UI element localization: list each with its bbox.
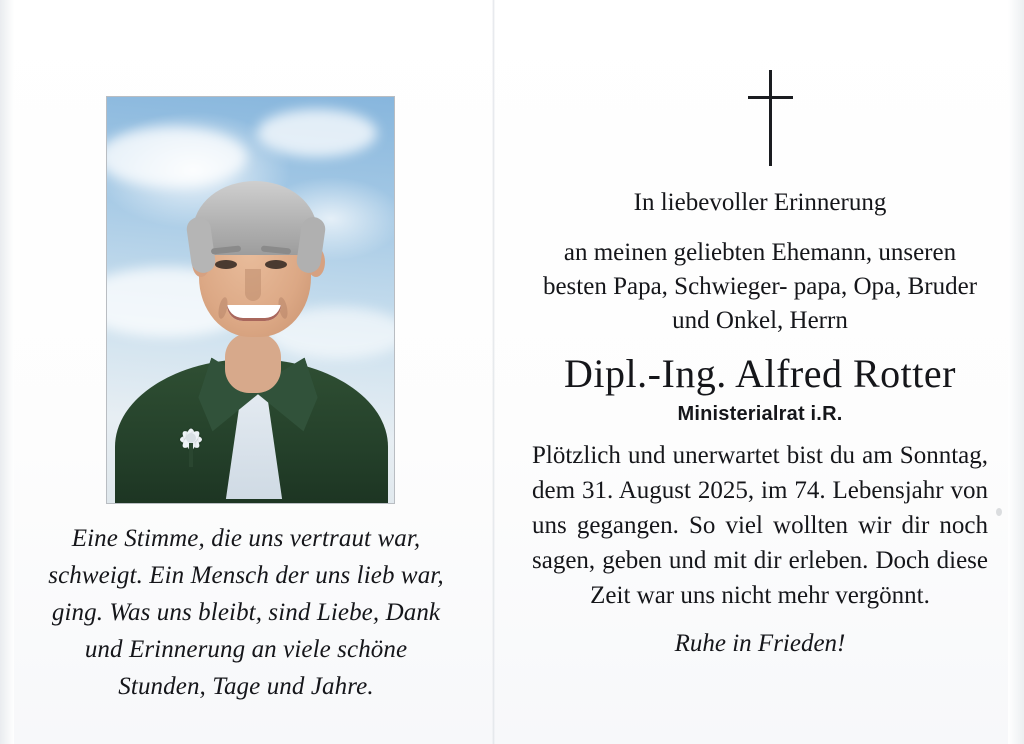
memorial-body: Plötzlich und unerwartet bist du am Sonntag, dem 31. August 2025, im 74. Lebensjahr von uns gegangen. So viel wollten wir dir noch sagen, geben und mit dir erleben. Doch diese Zeit war uns nicht mehr vergönnt. (532, 442, 988, 609)
memorial-dedication: an meinen geliebten Ehemann, unseren besten Papa, Schwieger- papa, Opa, Bruder und Onkel, Herrn (542, 239, 978, 334)
eye-left (215, 260, 237, 269)
paper-speck (996, 508, 1002, 516)
memorial-closing: Ruhe in Frieden! (674, 630, 846, 657)
memorial-verse: Eine Stimme, die uns vertraut war, schweigt. Ein Mensch der uns lieb war, ging. Was uns bleibt, sind Liebe, Dank und Erinnerung an viele schöne Stunden, Tage und Jahre. (48, 525, 444, 700)
portrait-person (107, 97, 394, 503)
latin-cross-icon (769, 70, 772, 166)
portrait-photo-frame (106, 96, 395, 504)
left-panel (0, 0, 492, 744)
memorial-intro: In liebevoller Erinnerung (633, 189, 887, 216)
deceased-name: Dipl.-Ing. Alfred Rotter (564, 351, 956, 396)
neck-shape (225, 333, 281, 393)
eye-right (265, 260, 287, 269)
nose-shape (245, 269, 261, 301)
deceased-rank: Ministerialrat i.R. (677, 403, 843, 425)
edelweiss-stem (189, 443, 193, 467)
right-panel (492, 0, 1024, 744)
edelweiss-pin-icon (169, 413, 213, 465)
portrait-photo (107, 97, 394, 503)
mouth-shape (227, 305, 281, 321)
edelweiss-center (186, 433, 196, 443)
memorial-text-block (532, 186, 988, 661)
